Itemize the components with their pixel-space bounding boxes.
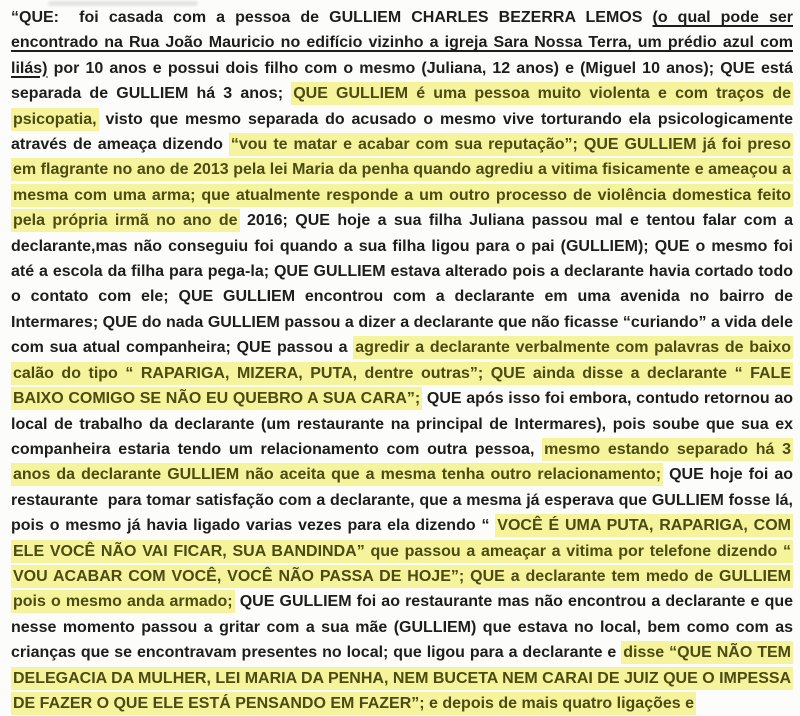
text-segment: visto que mesmo separada do acusado o mesmo vive torturando ela psicologicamente através de ameaça dizendo — [11, 110, 793, 154]
text-segment: GULLIEM CHARLES BEZERRA LEMOS — [329, 9, 653, 26]
text-segment: “QUE: foi casada com a pessoa de — [11, 9, 330, 26]
text-segment: QUE após isso foi embora, contudo retornou ao local de trabalho da declarante (um restaurante na principal de Intermares), pois soube que sua ex companheira estaria tendo um relacionamento com outra pessoa, — [11, 390, 793, 458]
highlighted-segment: agredir a declarante verbalmente com palavras de baixo calão do tipo “ RAPARIGA, MIZERA, PUTA, dentre outras”; QUE ainda disse a declarante “ FALE BAIXO COMIGO SE NÃO EU QUEBRO A SUA CARA”; — [11, 336, 793, 410]
text-segment: 2016; QUE hoje a sua filha Juliana passou mal e tentou falar com a declarante,mas não conseguiu foi quando a sua filha ligou para o pai (GULLIEM); QUE o mesmo foi até a escola da filha para pega-la; QUE GULLIEM estava alterado pois a declarante havia cortado todo o contato com ele; QUE GULLIEM encontrou com a declarante em uma avenida no bairro de Intermares; QUE do nada GULLIEM passou a dizer a declarante que não ficasse “curiando” a vida dele com sua atual companheira; QUE passou a — [11, 212, 793, 357]
text-segment: QUE GULLIEM foi ao restaurante mas não encontrou a declarante e que nesse momento passou a gritar com a sua mãe (GULLIEM) que estava no local, bem como com as crianças que se encontravam presentes no local; que ligou para a declarante e — [11, 593, 794, 662]
statement-paragraph — [11, 5, 793, 716]
text-segment: por 10 anos e possui dois filho com o mesmo (Juliana, 12 anos) e (Miguel 10 anos); QUE está separada de GULLIEM há 3 anos; — [11, 59, 793, 103]
highlighted-segment: disse “QUE NÃO TEM DELEGACIA DA MULHER, LEI MARIA DA PENHA, NEM BUCETA NEM CARAI DE JUIZ QUE O IMPESSA DE FAZER O QUE ELE ESTÁ PENSANDO EM FAZER”; e depois de mais quatro ligações e — [11, 641, 793, 715]
scan-artifact — [48, 1, 198, 6]
underlined-segment: (o qual pode ser encontrado na Rua João Mauricio no edifício vizinho a igreja Sara Nossa Terra, um prédio azul com lilás) — [11, 9, 793, 77]
highlighted-segment: mesmo estando separado há 3 anos da declarante GULLIEM não aceita que a mesma tenha outro relacionamento; — [11, 438, 793, 486]
highlighted-segment: “vou te matar e acabar com sua reputação”; QUE GULLIEM já foi preso em flagrante no ano de 2013 pela lei Maria da penha quando agrediu a vitima fisicamente e ameaçou a mesma com uma arma; que atualmente responde a um outro processo de violência domestica feito pela própria irmã no ano de — [11, 133, 793, 232]
text-segment: QUE hoje foi ao restaurante para tomar satisfação com a declarante, que a mesma já esperava que GULLIEM fosse lá, pois o mesmo já havia ligado varias vezes para ela dizendo “ — [11, 466, 794, 535]
highlighted-segment: QUE GULLIEM é uma pessoa muito violenta e com traços de psicopatia, — [11, 82, 793, 130]
highlighted-segment: VOCÊ É UMA PUTA, RAPARIGA, COM ELE VOCÊ NÃO VAI FICAR, SUA BANDINDA” que passou a ameaçar a vitima por telefone dizendo “ VOU ACABAR COM VOCÊ, VOCÊ NÃO PASSA DE HOJE”; QUE a declarante tem medo de GULLIEM pois o mesmo anda armado; — [11, 514, 793, 613]
